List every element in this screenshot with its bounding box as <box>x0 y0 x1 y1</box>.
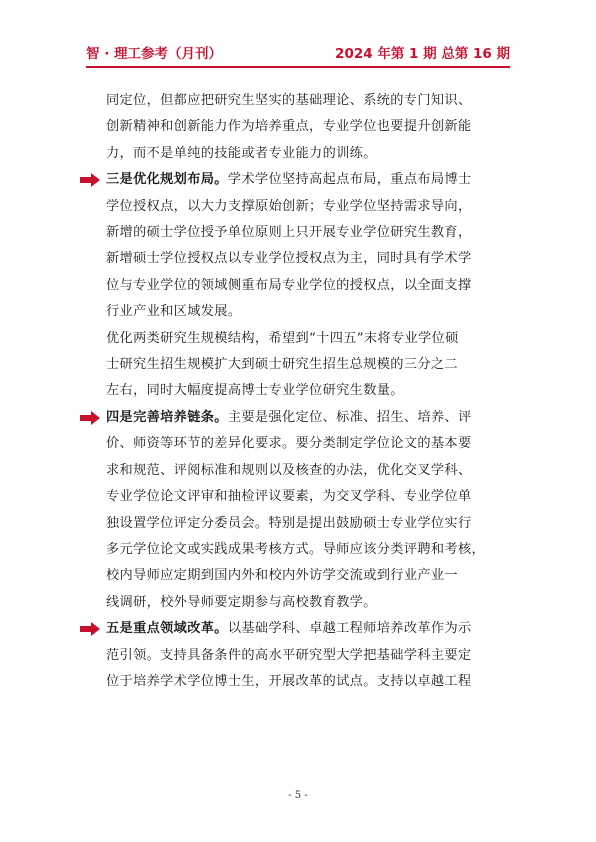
text-line <box>106 616 516 642</box>
item-title: 三是优化规划布局。 <box>106 172 228 188</box>
text-line: 多元学位论文或实践成果考核方式。导师应该分类评聘和考核， <box>106 541 486 557</box>
section-item-3 <box>106 167 516 325</box>
item-title: 四是完善培养链条。 <box>106 409 228 425</box>
text-line: 求和规范、评阅标准和规则以及核查的办法，优化交叉学科、 <box>106 462 472 478</box>
text-line: 同定位，但都应把研究生坚实的基础理论、系统的专门知识、 <box>106 93 472 108</box>
item-text: 主要是强化定位、标准、招生、培养、评 <box>227 409 472 425</box>
red-arrow-icon <box>80 173 100 187</box>
text-line: 独设置学位评定分委员会。特别是提出鼓励硕士专业学位实行 <box>106 515 472 531</box>
text-line <box>106 405 516 431</box>
text-line: 创新精神和创新能力作为培养重点，专业学位也要提升创新能 <box>106 119 472 135</box>
item-text: 学术学位坚持高起点布局，重点布局博士 <box>227 172 472 188</box>
text-line: 范引领。支持具备条件的高水平研究型大学把基础学科主要定 <box>106 647 472 663</box>
text-line: 新增的硕士学位授予单位原则上只开展专业学位研究生教育， <box>106 225 472 241</box>
running-header <box>86 40 510 62</box>
red-arrow-icon <box>80 622 100 636</box>
journal-title: 智 · 理工参考（月刊） <box>86 46 223 62</box>
text-line: 左右，同时大幅度提高博士专业学位研究生数量。 <box>106 383 404 399</box>
item-text: 以基础学科、卓越工程师培养改革作为示 <box>227 621 472 637</box>
text-line <box>106 167 516 193</box>
article-body <box>106 88 516 695</box>
text-line: 优化两类研究生规模结构，希望到“十四五”末将专业学位硕 <box>106 330 459 346</box>
intro-paragraph <box>106 88 516 167</box>
issue-info: 2024 年第 1 期 总第 16 期 <box>335 46 510 62</box>
red-arrow-icon <box>80 411 100 425</box>
text-line: 专业学位论文评审和抽检评议要素，为交叉学科、专业学位单 <box>106 489 472 505</box>
text-line: 行业产业和区域发展。 <box>106 304 242 320</box>
text-line: 力，而不是单纯的技能或者专业能力的训练。 <box>106 145 377 161</box>
section-item-4 <box>106 405 516 616</box>
text-line: 价、师资等环节的差异化要求。要分类制定学位论文的基本要 <box>106 436 472 452</box>
body-paragraph <box>106 326 516 405</box>
text-line: 新增硕士学位授权点以专业学位授权点为主，同时具有学术学 <box>106 251 472 267</box>
text-line: 校内导师应定期到国内外和校内外访学交流或到行业产业一 <box>106 568 458 584</box>
text-line: 线调研，校外导师要定期参与高校教育教学。 <box>106 594 377 610</box>
text-line: 士研究生招生规模扩大到硕士研究生招生总规模的三分之二 <box>106 357 458 373</box>
text-line: 位与专业学位的领域侧重布局专业学位的授权点，以全面支撑 <box>106 277 472 293</box>
page-number: - 5 - <box>288 790 308 801</box>
header-divider <box>86 66 510 68</box>
text-line: 学位授权点，以大力支撑原始创新；专业学位坚持需求导向， <box>106 198 472 214</box>
item-title: 五是重点领域改革。 <box>106 621 228 637</box>
section-item-5 <box>106 616 516 695</box>
text-line: 位于培养学术学位博士生，开展改革的试点。支持以卓越工程 <box>106 673 472 689</box>
